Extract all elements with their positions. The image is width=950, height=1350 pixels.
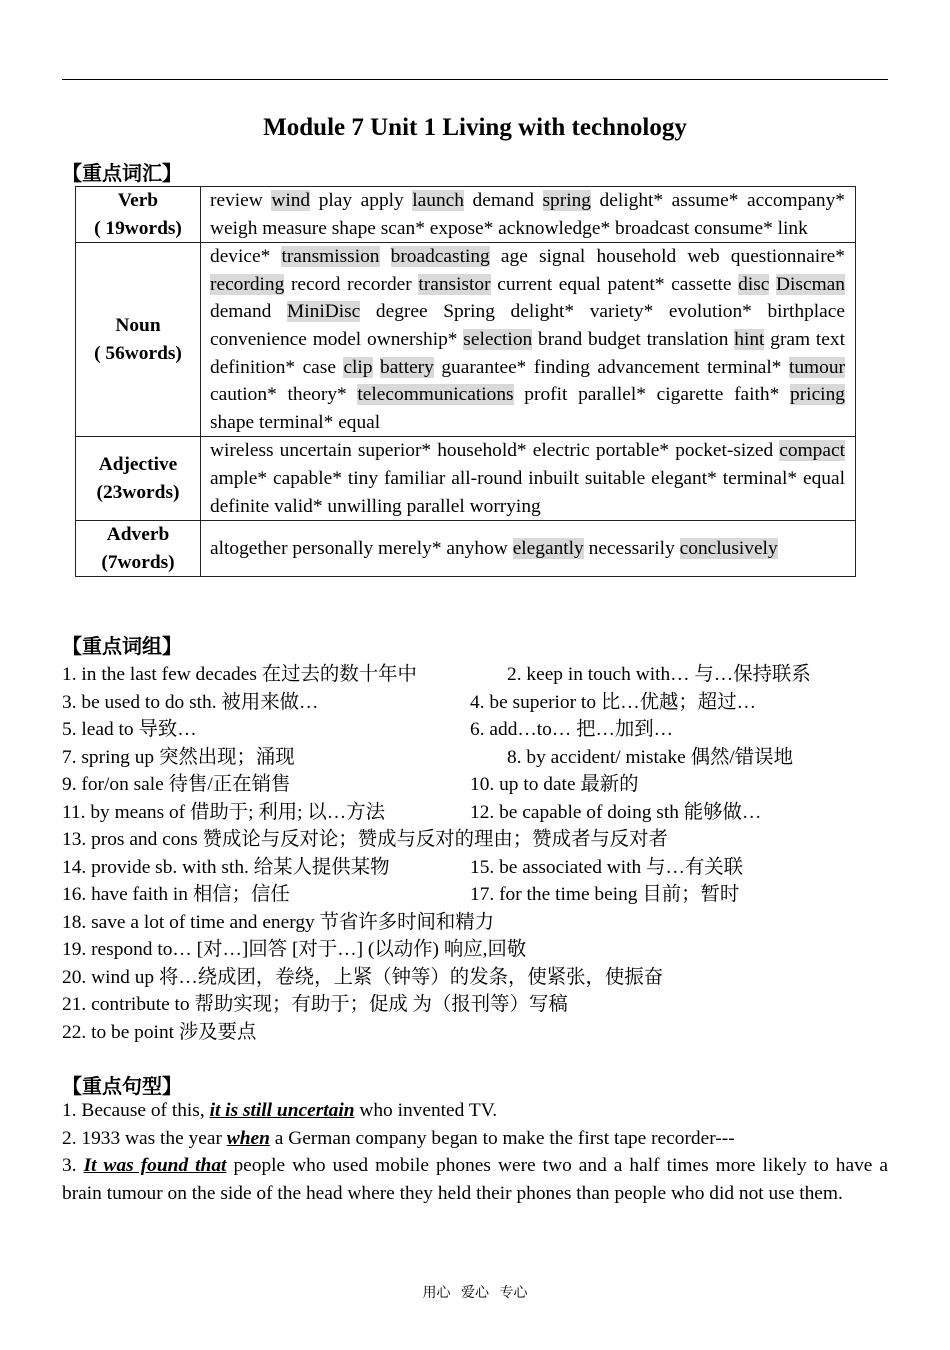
vocab-word: launch (412, 190, 464, 211)
vocab-word: brand (538, 328, 583, 350)
vocab-word: equal (338, 411, 381, 433)
vocab-word: record (290, 273, 341, 295)
pos-label: Adjective (98, 454, 178, 476)
word-count: (23words) (96, 481, 180, 503)
vocab-word: play (318, 190, 353, 211)
vocab-word: consume* (694, 217, 773, 239)
vocab-row-noun (76, 243, 856, 437)
pos-label: Noun (115, 315, 161, 337)
phrase-row (62, 768, 888, 796)
phrase-row (62, 851, 888, 879)
vocab-word: equal (803, 467, 845, 489)
vocab-word: telecommunications (357, 384, 514, 406)
word-list (201, 187, 856, 243)
vocab-word: recording (210, 273, 285, 295)
sentence-key-pattern: when (226, 1127, 270, 1149)
phrase-row (62, 823, 888, 851)
vocab-word: variety* (589, 301, 654, 323)
vocab-word: delight* (510, 301, 575, 323)
phrase-item: 10. up to date 最新的 (470, 774, 639, 795)
phrase-item: 12. be capable of doing sth 能够做… (470, 801, 762, 823)
vocab-word: acknowledge* (498, 217, 611, 239)
vocab-word: degree (375, 301, 428, 323)
vocab-word: spring (542, 190, 591, 211)
vocab-word: portable* (595, 440, 670, 462)
word-count: ( 19words) (94, 217, 182, 239)
phrase-row (62, 933, 888, 961)
vocab-word: suitable (584, 467, 646, 489)
vocab-word: terminal* (259, 411, 334, 433)
phrase-item: 8. by accident/ mistake 偶然/错误地 (507, 746, 793, 768)
vocab-word: web (687, 246, 720, 268)
vocab-word: demand (210, 301, 272, 323)
phrase-item: 7. spring up 突然出现；涌现 (62, 746, 295, 768)
pos-cell (76, 437, 201, 521)
vocab-word: personally (292, 537, 374, 559)
phrase-item: 9. for/on sale 待售/正在销售 (62, 774, 291, 795)
phrase-row (62, 961, 888, 989)
vocab-word: gram (770, 328, 811, 350)
vocab-word: pricing (790, 384, 845, 406)
vocab-word: case (302, 356, 336, 378)
vocab-word: electric (532, 440, 590, 462)
vocab-word: pocket-sized (675, 440, 774, 462)
vocab-word: valid* (274, 495, 323, 517)
vocab-word: wireless (210, 440, 274, 462)
vocab-word: device* (210, 246, 271, 268)
vocab-word: review (210, 190, 263, 211)
phrase-item: 14. provide sb. with sth. 给某人提供某物 (62, 856, 390, 878)
vocab-word: compact (779, 440, 845, 462)
phrase-item: 20. wind up 将…绕成团，卷绕，上紧（钟等）的发条，使紧张，使振奋 (62, 966, 664, 988)
vocab-word: necessarily (588, 537, 675, 559)
vocab-word: Spring (443, 301, 495, 323)
section-vocabulary-heading: 【重点词汇】 (62, 161, 182, 185)
vocab-word: ownership* (367, 328, 458, 350)
vocab-word: conclusively (679, 537, 778, 559)
vocab-word: definition* (210, 356, 296, 378)
vocab-word: faith* (734, 384, 780, 406)
vocab-word: questionnaire* (730, 246, 845, 268)
pos-cell (76, 243, 201, 437)
vocab-word: budget (588, 328, 641, 350)
phrase-item: 13. pros and cons 赞成论与反对论；赞成与反对的理由；赞成者与反对者 (62, 829, 668, 850)
phrase-row (62, 878, 888, 906)
vocab-word: parallel* (578, 384, 646, 406)
vocab-word: hint (734, 328, 765, 350)
phrase-item: 1. in the last few decades 在过去的数十年中 (62, 664, 417, 685)
vocab-word: anyhow (446, 537, 508, 559)
vocab-word: capable* (273, 467, 342, 489)
vocab-word: measure (262, 217, 327, 239)
pos-cell (76, 187, 201, 243)
sentence-key-pattern: it is still uncertain (209, 1100, 355, 1121)
sentence-item: 3. It was found that people who used mobile phones were two and a half times more likely to have a brain tumour on the side of the head where they held their phones than people who did not use them. (62, 1155, 889, 1204)
phrase-list (62, 658, 888, 1043)
pos-label: Verb (117, 190, 159, 211)
vocab-word: selection (463, 328, 533, 350)
vocab-word: clip (343, 356, 373, 378)
phrase-item: 5. lead to 导致… (62, 719, 197, 740)
vocab-word: recorder (347, 273, 412, 295)
phrase-item: 4. be superior to 比…优越；超过… (470, 691, 756, 713)
phrase-row (62, 796, 888, 824)
vocab-word: terminal* (722, 467, 798, 489)
vocab-word: elegant* (651, 467, 717, 489)
phrase-item: 22. to be point 涉及要点 (62, 1021, 257, 1043)
vocab-word: convenience (210, 328, 307, 350)
vocab-word: assume* (671, 190, 739, 211)
word-count: (7words) (101, 551, 175, 573)
phrase-item: 11. by means of 借助于; 利用; 以…方法 (62, 801, 385, 823)
vocab-word: delight* (599, 190, 664, 211)
vocab-word: Discman (776, 273, 845, 295)
pos-label: Adverb (106, 524, 170, 546)
phrase-item: 6. add…to… 把…加到… (470, 719, 674, 740)
vocab-word: battery (380, 356, 434, 378)
vocab-word: broadcasting (390, 246, 490, 268)
vocab-word: cigarette (656, 384, 724, 406)
vocab-word: scan* (380, 217, 425, 239)
vocab-word: worrying (469, 495, 541, 517)
vocab-row-adjective (76, 437, 856, 521)
vocab-word: shape (331, 217, 376, 239)
sentence-item: 2. 1933 was the year when a German company began to make the first tape recorder--- (62, 1127, 735, 1149)
vocab-word: disc (738, 273, 770, 295)
vocab-word: inbuilt (528, 467, 579, 489)
vocab-word: birthplace (767, 301, 845, 323)
vocab-word: model (312, 328, 362, 350)
phrase-row (62, 713, 888, 741)
section-sentences-heading: 【重点句型】 (62, 1074, 182, 1098)
vocab-word: shape (210, 411, 255, 433)
pos-cell (76, 521, 201, 577)
word-list (201, 437, 856, 521)
phrase-item: 16. have faith in 相信；信任 (62, 884, 290, 905)
vocab-word: ample* (210, 467, 268, 489)
vocab-word: transistor (418, 273, 491, 295)
vocab-word: equal (558, 273, 601, 295)
vocab-word: broadcast (615, 217, 690, 239)
vocab-word: caution* (210, 384, 277, 406)
vocab-row-adverb (76, 521, 856, 577)
phrase-row (62, 988, 888, 1016)
vocabulary-table (75, 186, 856, 577)
vocab-word: current (497, 273, 553, 295)
vocab-word: text (815, 328, 845, 350)
vocab-word: finding (533, 356, 590, 378)
vocab-word: definite (210, 495, 270, 517)
footer-motto: 用心 爱心 专心 (422, 1285, 528, 1301)
vocab-word: MiniDisc (287, 301, 361, 323)
phrase-item: 15. be associated with 与…有关联 (470, 856, 744, 878)
vocab-word: profit (524, 384, 568, 406)
vocab-word: expose* (429, 217, 494, 239)
vocab-word: altogether (210, 537, 288, 559)
word-list (201, 243, 856, 437)
vocab-word: weigh (210, 217, 258, 239)
vocab-word: transmission (281, 246, 380, 268)
vocab-word: uncertain (279, 440, 352, 462)
vocab-word: unwilling (327, 495, 402, 517)
sentence-key-pattern: It was found that (83, 1155, 227, 1177)
vocab-word: household (596, 246, 677, 268)
vocab-word: tumour (788, 356, 845, 378)
vocab-word: age (500, 246, 528, 268)
vocab-word: evolution* (668, 301, 752, 323)
phrase-row (62, 1016, 888, 1044)
vocab-word: terminal* (707, 356, 782, 378)
phrase-item: 3. be used to do sth. 被用来做… (62, 691, 319, 713)
phrase-row (62, 741, 888, 769)
vocab-word: household* (437, 440, 527, 462)
vocab-word: link (777, 217, 808, 239)
phrase-item: 19. respond to… [对…]回答 [对于…] (以动作) 响应,回敬 (62, 939, 527, 960)
vocab-word: cassette (671, 273, 732, 295)
vocab-word: elegantly (512, 537, 584, 559)
vocab-word: signal (538, 246, 586, 268)
vocab-word: demand (472, 190, 534, 211)
phrase-row (62, 686, 888, 714)
vocab-word: merely* (378, 537, 442, 559)
header-rule (62, 79, 888, 80)
vocab-word: accompany* (747, 190, 846, 211)
vocab-word: apply (360, 190, 404, 211)
vocab-word: familiar (383, 467, 446, 489)
vocab-word: guarantee* (441, 356, 527, 378)
vocab-word: parallel (406, 495, 465, 517)
vocab-word: advancement (597, 356, 700, 378)
page-title: Module 7 Unit 1 Living with technology (263, 114, 687, 141)
phrase-item: 21. contribute to 帮助实现；有助于；促成 为（报刊等）写稿 (62, 994, 568, 1015)
phrase-row (62, 906, 888, 934)
phrase-item: 17. for the time being 目前；暂时 (470, 884, 740, 905)
vocab-word: tiny (347, 467, 379, 489)
vocab-word: wind (271, 190, 311, 211)
phrase-item: 18. save a lot of time and energy 节省许多时间和精力 (62, 911, 495, 933)
section-phrases-heading: 【重点词组】 (62, 634, 182, 658)
vocab-row-verb (76, 187, 856, 243)
word-list (201, 521, 856, 577)
sentence-list (62, 1097, 888, 1207)
vocab-word: translation (646, 328, 729, 350)
phrase-item: 2. keep in touch with… 与…保持联系 (507, 664, 811, 685)
vocab-word: all-round (451, 467, 523, 489)
phrase-row (62, 658, 888, 686)
word-count: ( 56words) (94, 342, 182, 364)
vocab-word: patent* (607, 273, 665, 295)
vocab-word: superior* (357, 440, 432, 462)
sentence-item: 1. Because of this, it is still uncertain who invented TV. (62, 1100, 498, 1121)
vocab-word: theory* (287, 384, 347, 406)
